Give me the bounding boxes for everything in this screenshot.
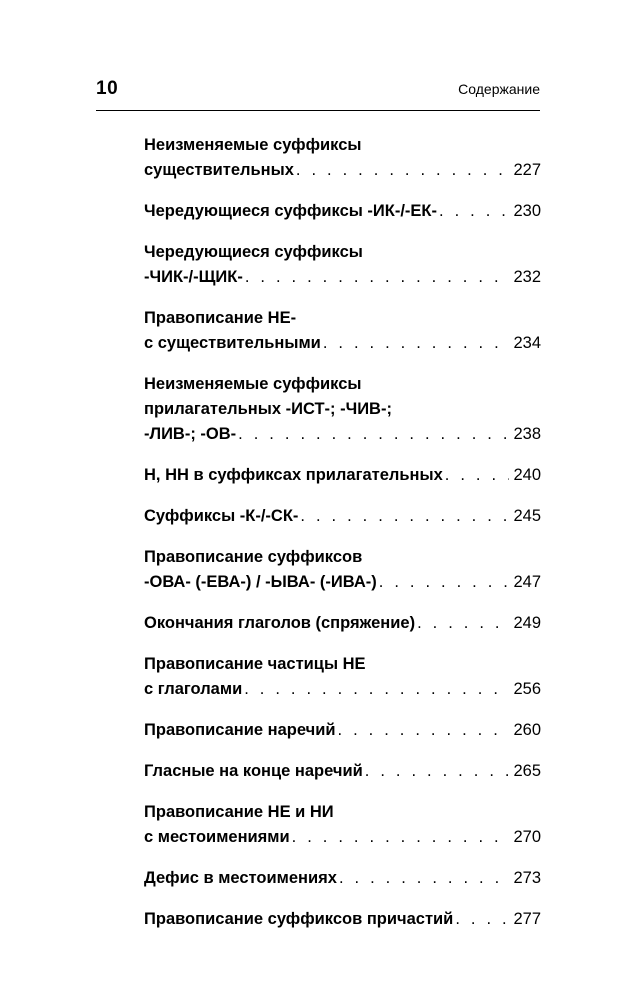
- toc-entry[interactable]: [144, 907, 541, 932]
- toc-entry-line: [144, 422, 541, 447]
- toc-entry-title: Чередующиеся суффиксы -ИК-/-ЕК-: [144, 202, 437, 220]
- toc-entry-title: -ОВА- (-ЕВА-) / -ЫВА- (-ИВА-): [144, 573, 377, 591]
- dot-leader: [365, 759, 510, 784]
- toc-page-number: 227: [513, 161, 541, 179]
- toc-entry[interactable]: [144, 306, 541, 356]
- toc-entry[interactable]: [144, 372, 541, 447]
- toc-entry-line: [144, 907, 541, 932]
- toc-page-number: 265: [513, 762, 541, 780]
- toc-entry-line: [144, 158, 541, 183]
- toc-entry[interactable]: [144, 199, 541, 224]
- toc-entry-line: [144, 759, 541, 784]
- dot-leader: [445, 463, 510, 488]
- toc-entry-line: [144, 199, 541, 224]
- dot-leader: [292, 825, 510, 850]
- toc-page-number: 273: [513, 869, 541, 887]
- toc-entry-title: Окончания глаголов (спряжение): [144, 614, 416, 632]
- toc-entry-title: с глаголами: [144, 680, 243, 698]
- toc-entry-line: Чередующиеся суффиксы: [144, 243, 363, 261]
- toc-entry[interactable]: [144, 866, 541, 891]
- dot-leader: [338, 718, 510, 743]
- toc-entry-line: Неизменяемые суффиксы: [144, 375, 362, 393]
- toc-entry-line: [144, 866, 541, 891]
- toc-entry-line: [144, 570, 541, 595]
- toc-entry[interactable]: [144, 611, 541, 636]
- toc-entry[interactable]: [144, 759, 541, 784]
- toc-entry-title: Правописание суффиксов причастий: [144, 910, 454, 928]
- dot-leader: [244, 677, 509, 702]
- toc-entry[interactable]: [144, 800, 541, 850]
- toc-entry[interactable]: [144, 545, 541, 595]
- dot-leader: [245, 265, 510, 290]
- toc-entry-line: Правописание НЕ-: [144, 309, 297, 327]
- toc-page-number: 240: [513, 466, 541, 484]
- dot-leader: [379, 570, 510, 595]
- dot-leader: [339, 866, 510, 891]
- toc-entry-line: Неизменяемые суффиксы: [144, 136, 362, 154]
- toc-entry-line: Правописание частицы НЕ: [144, 655, 366, 673]
- toc-entry-line: прилагательных -ИСТ-; -ЧИВ-;: [144, 400, 392, 418]
- toc-page-number: 260: [513, 721, 541, 739]
- table-of-contents: [144, 133, 541, 948]
- dot-leader: [439, 199, 509, 224]
- toc-entry-line: [144, 331, 541, 356]
- toc-entry-title: с местоимениями: [144, 828, 290, 846]
- toc-entry[interactable]: [144, 652, 541, 702]
- dot-leader: [455, 907, 509, 932]
- toc-page-number: 234: [513, 334, 541, 352]
- dot-leader: [296, 158, 510, 183]
- toc-entry-line: [144, 677, 541, 702]
- toc-page-number: 256: [513, 680, 541, 698]
- toc-page-number: 247: [513, 573, 541, 591]
- toc-entry-title: Н, НН в суффиксах прилагательных: [144, 466, 443, 484]
- dot-leader: [300, 504, 509, 529]
- toc-page-number: 238: [513, 425, 541, 443]
- toc-page-number: 270: [513, 828, 541, 846]
- toc-entry-line: Правописание НЕ и НИ: [144, 803, 334, 821]
- toc-entry-line: [144, 611, 541, 636]
- toc-page-number: 249: [513, 614, 541, 632]
- dot-leader: [417, 611, 509, 636]
- page-number: 10: [96, 78, 119, 99]
- dot-leader: [238, 422, 509, 447]
- toc-entry-line: [144, 265, 541, 290]
- section-title: Содержание: [458, 81, 540, 97]
- toc-entry-line: [144, 825, 541, 850]
- toc-entry-title: Гласные на конце наречий: [144, 762, 363, 780]
- toc-entry-line: [144, 504, 541, 529]
- toc-entry[interactable]: [144, 463, 541, 488]
- page-header: [96, 78, 540, 111]
- toc-entry-title: -ЛИВ-; -ОВ-: [144, 425, 237, 443]
- toc-entry-line: [144, 463, 541, 488]
- dot-leader: [323, 331, 510, 356]
- toc-entry-title: с существительными: [144, 334, 321, 352]
- toc-entry[interactable]: [144, 133, 541, 183]
- toc-entry-title: -ЧИК-/-ЩИК-: [144, 268, 243, 286]
- toc-entry-title: Суффиксы -К-/-СК-: [144, 507, 299, 525]
- toc-entry-title: Дефис в местоимениях: [144, 869, 337, 887]
- toc-entry[interactable]: [144, 240, 541, 290]
- toc-entry[interactable]: [144, 718, 541, 743]
- toc-page-number: 277: [513, 910, 541, 928]
- toc-page-number: 232: [513, 268, 541, 286]
- toc-page-number: 245: [513, 507, 541, 525]
- toc-entry-line: Правописание суффиксов: [144, 548, 363, 566]
- toc-page-number: 230: [513, 202, 541, 220]
- toc-entry-line: [144, 718, 541, 743]
- toc-entry-title: существительных: [144, 161, 294, 179]
- toc-entry[interactable]: [144, 504, 541, 529]
- toc-entry-title: Правописание наречий: [144, 721, 336, 739]
